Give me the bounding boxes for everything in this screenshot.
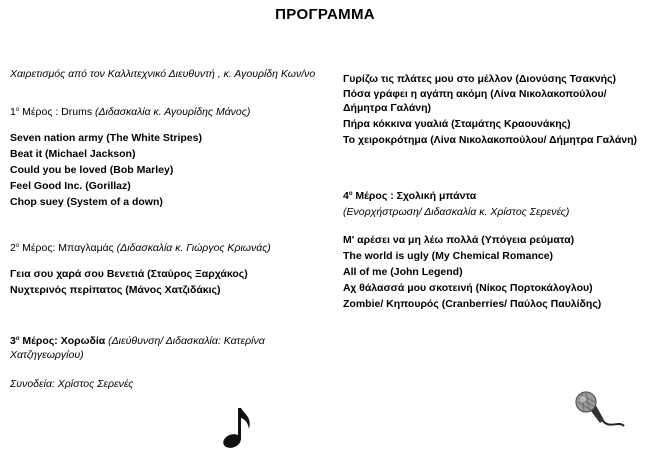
part1-song: Chop suey (System of a down) (10, 196, 163, 208)
part1-heading: $1^o$ Μέρος : Drums (Διδασκαλία κ. Αγουρίδης Μάνος) (10, 106, 251, 118)
part2-heading: $2^o$ Μέρος: Μπαγλαμάς (Διδασκαλία κ. Γιώργος Κριωνάς) (10, 242, 271, 254)
part3-song: Πόσα γράφει η αγάπη ακόμη (Λίνα Νικολακοπούλου/ Δήμητρα Γαλάνη) (343, 88, 607, 114)
part2-song: Γεια σου χαρά σου Βενετιά (Σταύρος Ξαρχάκος) (10, 268, 248, 280)
part3-heading: $3^o$ Μέρος: Χορωδία (Διεύθυνση/ Διδασκαλία: Κατερίνα Χατζηγεωργίου) (10, 335, 265, 361)
part1-song: Feel Good Inc. (Gorillaz) (10, 180, 131, 192)
part1-song: Could you be loved (Bob Marley) (10, 164, 174, 176)
part4-song: All of me (John Legend) (343, 266, 463, 278)
part4-song: Αχ θάλασσά μου σκοτεινή (Νίκος Πορτοκάλογλου) (343, 282, 593, 294)
part2-song: Νυχτερινός περίπατος (Μάνος Χατζιδάκις) (10, 284, 221, 296)
welcome-text: Χαιρετισμός από τον Καλλιτεχνικό Διευθυντή , κ. Αγουρίδη Κων/νο (10, 68, 316, 80)
music-note-icon (218, 405, 254, 451)
part1-song: Seven nation army (The White Stripes) (10, 132, 202, 144)
part3-song: Γυρίζω τις πλάτες μου στο μέλλον (Διονύσης Τσακνής) (343, 73, 617, 85)
part1-song: Beat it (Michael Jackson) (10, 148, 136, 160)
part3-song: Πήρα κόκκινα γυαλιά (Σταμάτης Κραουνάκης) (343, 118, 571, 130)
part4-song: Μ' αρέσει να μη λέω πολλά (Υπόγεια ρεύματα) (343, 234, 575, 246)
part4-song: The world is ugly (My Chemical Romance) (343, 250, 554, 262)
part4-heading: $4^o$ Μέρος : Σχολική μπάντα (343, 190, 477, 202)
part3-song: Το χειροκρότημα (Λίνα Νικολακοπούλου/ Δήμητρα Γαλάνη) (343, 134, 638, 146)
accompaniment-text: Συνοδεία: Χρίστος Σερενές (10, 378, 134, 390)
part4-note: (Ενορχήστρωση/ Διδασκαλία κ. Χρίστος Σερενές) (343, 206, 570, 218)
page-title: ΠΡΟΓΡΑΜΜΑ (275, 6, 375, 23)
part4-song: Zombie/ Κηπουρός (Cranberries/ Παύλος Παυλίδης) (343, 298, 602, 310)
microphone-icon (574, 390, 632, 438)
